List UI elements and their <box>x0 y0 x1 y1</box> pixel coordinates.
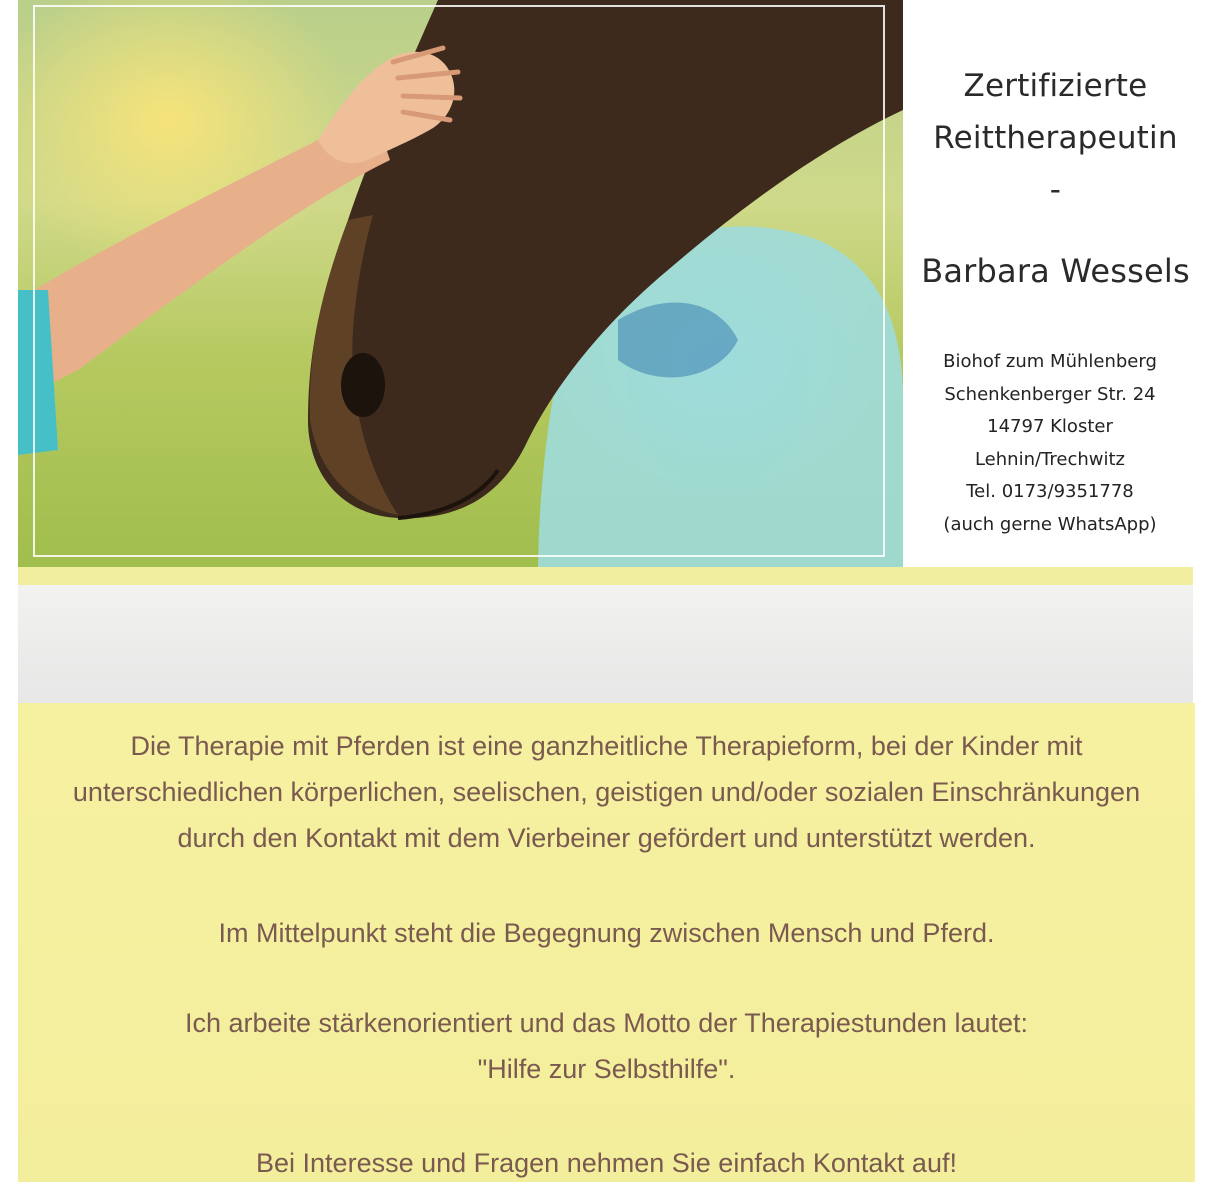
paragraph-therapy-line-1: Die Therapie mit Pferden ist eine ganzheitliche Therapieform, bei der Kinder mit <box>130 731 1083 761</box>
whatsapp-note: (auch gerne WhatsApp) <box>943 513 1157 535</box>
address-farm: Biohof zum Mühlenberg <box>943 351 1157 372</box>
therapist-name: Barbara Wessels <box>921 252 1190 290</box>
address-city: 14797 Kloster <box>987 416 1113 437</box>
phone-number: Tel. 0173/9351778 <box>966 481 1134 502</box>
horse-photo <box>18 0 903 578</box>
title-separator: - <box>1049 172 1062 208</box>
yellow-stripe <box>18 567 1193 585</box>
grey-band <box>18 585 1193 703</box>
address-block <box>903 346 1197 541</box>
paragraph-motto-line-2: "Hilfe zur Selbsthilfe". <box>477 1054 736 1084</box>
address-street: Schenkenberger Str. 24 <box>944 383 1156 405</box>
paragraph-focus: Im Mittelpunkt steht die Begegnung zwischen Mensch und Pferd. <box>218 918 995 948</box>
title-line-1: Zertifizierte <box>963 68 1148 104</box>
address-district: Lehnin/Trechwitz <box>974 448 1126 470</box>
paragraph-therapy-line-2: unterschiedlichen körperlichen, seelischen, geistigen und/oder sozialen Einschränkungen <box>72 777 1141 807</box>
paragraph-therapy <box>18 723 1195 861</box>
paragraph-therapy-line-3: durch den Kontakt mit dem Vierbeiner gefördert und unterstützt werden. <box>177 823 1036 853</box>
photo-frame <box>33 5 885 557</box>
paragraph-contact: Bei Interesse und Fragen nehmen Sie einfach Kontakt auf! <box>256 1148 957 1178</box>
contact-column <box>903 0 1208 570</box>
paragraph-motto <box>18 1000 1195 1092</box>
description-panel <box>18 703 1195 1182</box>
paragraph-motto-line-1: Ich arbeite stärkenorientiert und das Motto der Therapiestunden lautet: <box>184 1008 1028 1038</box>
title-line-2: Reittherapeutin <box>933 120 1178 156</box>
